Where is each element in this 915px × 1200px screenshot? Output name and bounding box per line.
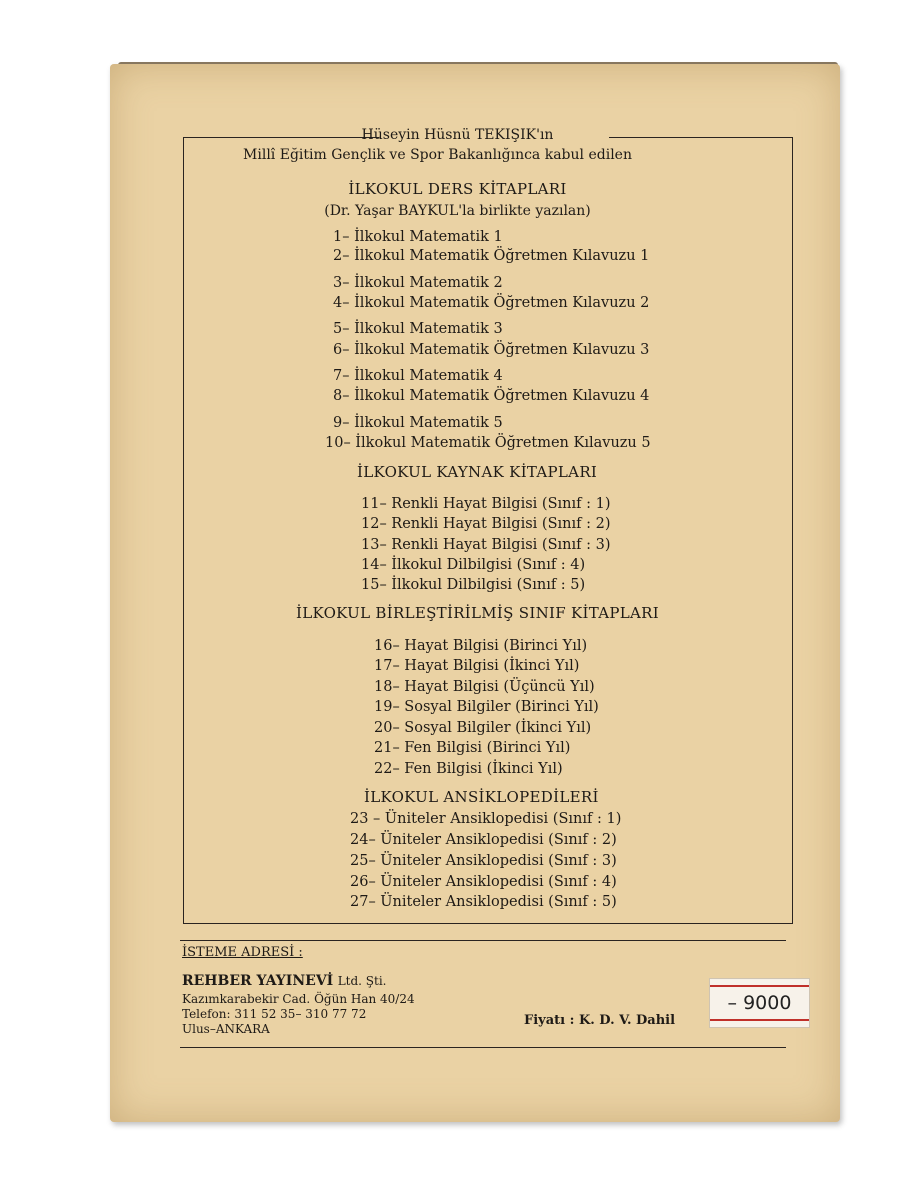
list-item: 18– Hayat Bilgisi (Üçüncü Yıl) <box>374 679 595 695</box>
list-item: 16– Hayat Bilgisi (Birinci Yıl) <box>374 638 588 654</box>
price-sticker <box>709 978 810 1028</box>
list-item: 22– Fen Bilgisi (İkinci Yıl) <box>374 761 563 777</box>
list-item: 26– Üniteler Ansiklopedisi (Sınıf : 4) <box>350 874 617 890</box>
list-item: 5– İlkokul Matematik 3 <box>333 321 503 337</box>
list-item: 9– İlkokul Matematik 5 <box>333 415 503 431</box>
list-item: 20– Sosyal Bilgiler (İkinci Yıl) <box>374 720 592 736</box>
list-item: 15– İlkokul Dilbilgisi (Sınıf : 5) <box>361 577 586 593</box>
list-item: 25– Üniteler Ansiklopedisi (Sınıf : 3) <box>350 853 617 869</box>
list-item: 2– İlkokul Matematik Öğretmen Kılavuzu 1 <box>333 248 650 264</box>
list-item: 1– İlkokul Matematik 1 <box>333 229 503 245</box>
list-item: 6– İlkokul Matematik Öğretmen Kılavuzu 3 <box>333 342 650 358</box>
list-item: 23 – Üniteler Ansiklopedisi (Sınıf : 1) <box>350 811 622 827</box>
price-label: Fiyatı : K. D. V. Dahil <box>524 1013 676 1028</box>
list-item: 12– Renkli Hayat Bilgisi (Sınıf : 2) <box>361 516 611 532</box>
publisher-name: REHBER YAYINEVİ <box>182 973 334 989</box>
list-item: 8– İlkokul Matematik Öğretmen Kılavuzu 4 <box>333 388 650 404</box>
list-item: 13– Renkli Hayat Bilgisi (Sınıf : 3) <box>361 537 611 553</box>
list-item: 4– İlkokul Matematik Öğretmen Kılavuzu 2 <box>333 295 650 311</box>
price-sticker-stripe-top <box>710 985 809 987</box>
list-item: 14– İlkokul Dilbilgisi (Sınıf : 4) <box>361 557 586 573</box>
list-item: 17– Hayat Bilgisi (İkinci Yıl) <box>374 658 580 674</box>
footer-bottom-rule <box>180 1047 786 1048</box>
list-item: 10– İlkokul Matematik Öğretmen Kılavuzu 5 <box>325 435 651 451</box>
list-item: 11– Renkli Hayat Bilgisi (Sınıf : 1) <box>361 496 611 512</box>
list-item: 21– Fen Bilgisi (Birinci Yıl) <box>374 740 571 756</box>
list-item: 3– İlkokul Matematik 2 <box>333 275 503 291</box>
list-item: 24– Üniteler Ansiklopedisi (Sınıf : 2) <box>350 832 617 848</box>
order-address-label: İSTEME ADRESİ : <box>182 945 303 960</box>
footer-top-rule <box>180 940 786 941</box>
publisher-suffix: Ltd. Şti. <box>337 974 387 988</box>
price-value: – 9000 <box>727 992 792 1014</box>
section-ders-kitaplari-subtitle: (Dr. Yaşar BAYKUL'la birlikte yazılan) <box>324 203 591 219</box>
list-item: 7– İlkokul Matematik 4 <box>333 368 503 384</box>
price-sticker-stripe-bottom <box>710 1019 809 1021</box>
list-item: 27– Üniteler Ansiklopedisi (Sınıf : 5) <box>350 894 617 910</box>
author-line: Hüseyin Hüsnü TEKIŞIK'ın <box>361 127 554 143</box>
approval-line: Millî Eğitim Gençlik ve Spor Bakanlığınca kabul edilen <box>243 147 632 163</box>
list-item: 19– Sosyal Bilgiler (Birinci Yıl) <box>374 699 599 715</box>
publisher-phone: Telefon: 311 52 35– 310 77 72 <box>182 1007 367 1021</box>
section-ders-kitaplari-title: İLKOKUL DERS KİTAPLARI <box>348 180 567 198</box>
section-kaynak-kitaplari-title: İLKOKUL KAYNAK KİTAPLARI <box>357 463 598 481</box>
publisher-address: Kazımkarabekir Cad. Öğün Han 40/24 <box>182 992 415 1006</box>
publisher-name-line <box>182 973 386 989</box>
section-birlestirilmis-title: İLKOKUL BİRLEŞTİRİLMİŞ SINIF KİTAPLARI <box>296 604 659 622</box>
publisher-city: Ulus–ANKARA <box>182 1022 270 1036</box>
section-ansiklopediler-title: İLKOKUL ANSİKLOPEDİLERİ <box>364 788 599 806</box>
